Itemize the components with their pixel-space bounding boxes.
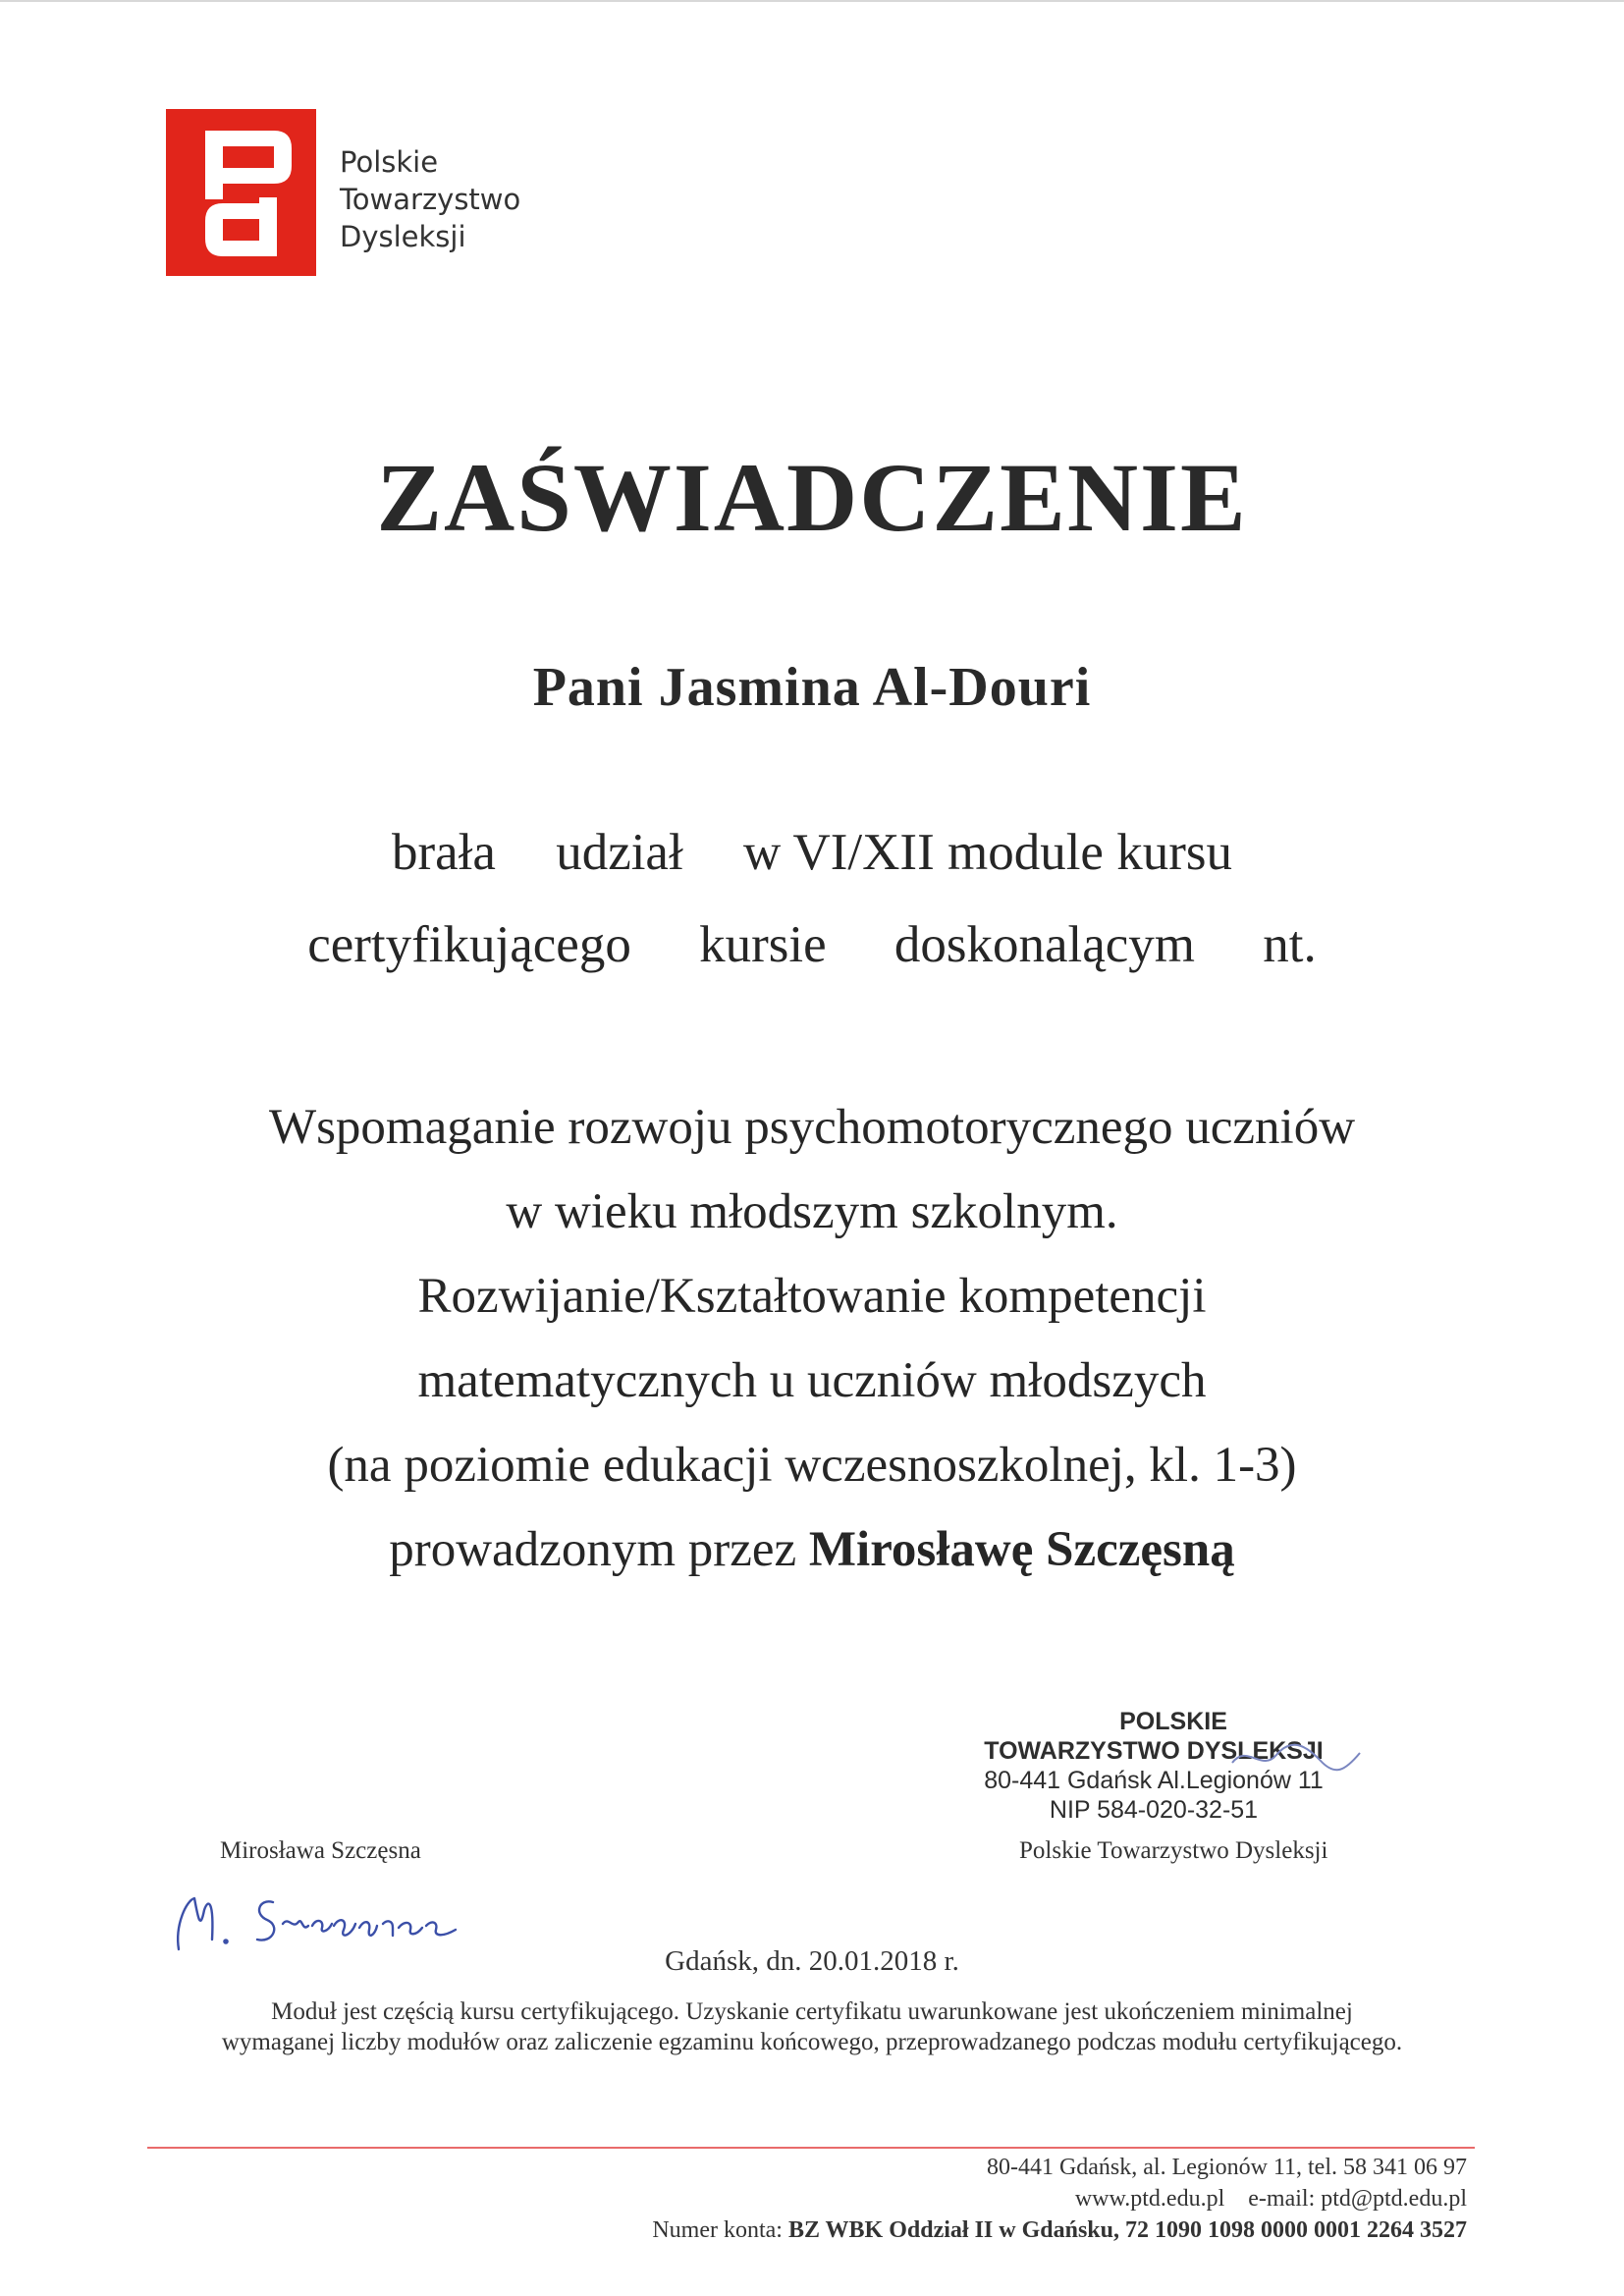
stamp-signature-scribble: [1227, 1733, 1365, 1782]
footer-web-email: [652, 2183, 1467, 2214]
footnote-line: Moduł jest częścią kursu certyfikującego. Uzyskanie certyfikatu uwarunkowane jest ukończeniem minimalnej: [271, 1998, 1353, 2025]
topic-line: Rozwijanie/Kształtowanie kompetencji: [417, 1269, 1207, 1324]
word: nt.: [1263, 916, 1317, 973]
course-topic: [0, 1085, 1624, 1592]
word: brała: [392, 824, 496, 881]
recipient-name: Pani Jasmina Al-Douri: [532, 657, 1092, 718]
org-name-line1: Polskie: [340, 145, 439, 179]
issue-date: Gdańsk, dn. 20.01.2018 r.: [665, 1945, 959, 1977]
footer-account: [652, 2214, 1467, 2246]
footer-email: ptd@ptd.edu.pl: [1321, 2186, 1467, 2212]
stamp-line: TOWARZYSTWO DYSLEKSJI: [984, 1737, 1324, 1765]
footnote-line: wymaganej liczby modułów oraz zaliczenie egzaminu końcowego, przeprowadzanego podczas modułu certyfikującego.: [221, 2029, 1403, 2055]
instructor-name: Mirosławę Szczęsną: [808, 1522, 1235, 1577]
stamp-line: NIP 584-020-32-51: [1049, 1796, 1259, 1824]
footer-address: 80-441 Gdańsk, al. Legionów 11, tel. 58 341 06 97: [986, 2155, 1467, 2180]
stamp-line: POLSKIE: [1119, 1708, 1227, 1735]
topic-line: (na poziomie edukacji wczesnoszkolnej, kl. 1-3): [327, 1438, 1297, 1493]
footer-website: www.ptd.edu.pl: [1074, 2186, 1225, 2212]
course-type-line: [0, 910, 1624, 979]
footer-account-number: 72 1090 1098 0000 0001 2264 3527: [1125, 2217, 1467, 2243]
right-signatory-name: Polskie Towarzystwo Dysleksji: [1019, 1837, 1328, 1864]
stamp-line: 80-441 Gdańsk Al.Legionów 11: [984, 1767, 1324, 1794]
page-top-edge: [0, 0, 1624, 2]
word: w VI/XII module kursu: [742, 824, 1232, 881]
org-name-line3: Dysleksji: [340, 220, 466, 253]
footer-divider: [147, 2147, 1475, 2149]
topic-line: matematycznych u uczniów młodszych: [417, 1353, 1207, 1408]
footer-account-label: Numer konta:: [652, 2217, 783, 2243]
led-by-line: [0, 1507, 1624, 1592]
footer-account-bank: BZ WBK Oddział II w Gdańsku,: [787, 2217, 1119, 2243]
word: kursie: [699, 916, 827, 973]
topic-line: Wspomaganie rozwoju psychomotorycznego uczniów: [268, 1100, 1356, 1155]
led-by-prefix: prowadzonym przez: [389, 1522, 797, 1577]
left-signatory-name: Mirosława Szczęsna: [220, 1837, 421, 1864]
ptd-logo-icon: [166, 109, 316, 276]
word: udział: [556, 824, 683, 881]
org-name-line2: Towarzystwo: [340, 183, 521, 216]
participation-line: [0, 818, 1624, 887]
word: doskonalącym: [893, 916, 1196, 973]
footer-contact: [652, 2152, 1467, 2246]
certificate-title: ZAŚWIADCZENIE: [376, 443, 1248, 552]
footer-email-label: e-mail:: [1248, 2186, 1316, 2212]
footnote: [0, 1996, 1624, 2057]
topic-line: w wieku młodszym szkolnym.: [506, 1184, 1118, 1239]
organization-name: [340, 143, 520, 255]
word: certyfikującego: [307, 916, 631, 973]
